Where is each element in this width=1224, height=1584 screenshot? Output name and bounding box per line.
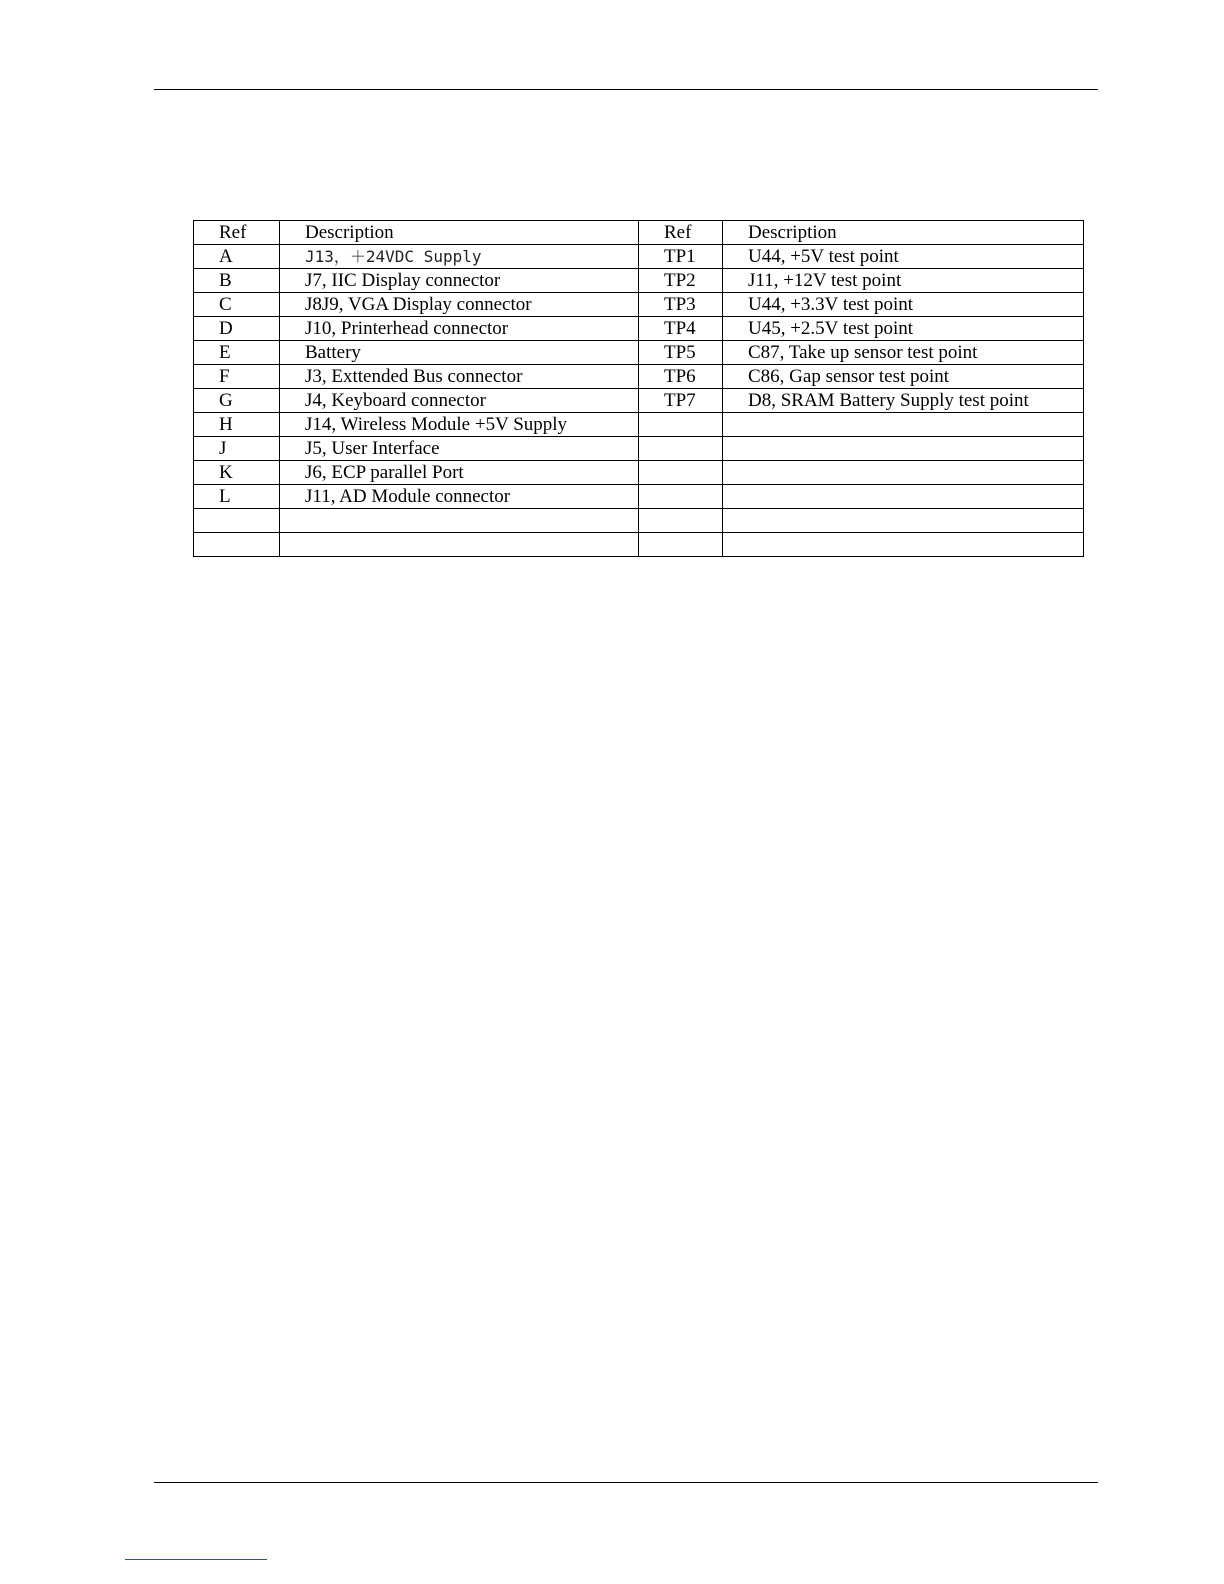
ref-cell: H xyxy=(194,413,280,437)
table-row xyxy=(194,413,1084,437)
description-cell xyxy=(280,509,639,533)
description-cell: J4, Keyboard connector xyxy=(280,389,639,413)
test-point-description-cell xyxy=(723,437,1084,461)
test-point-description-cell xyxy=(723,413,1084,437)
test-point-description-cell: U44, +3.3V test point xyxy=(723,293,1084,317)
connector-reference-table xyxy=(193,220,1084,557)
test-point-description-cell xyxy=(723,461,1084,485)
table-header-row xyxy=(194,221,1084,245)
ref-cell: C xyxy=(194,293,280,317)
header-ref-left: Ref xyxy=(194,221,280,245)
ref-cell: K xyxy=(194,461,280,485)
test-point-description-cell xyxy=(723,485,1084,509)
ref-cell: D xyxy=(194,317,280,341)
description-cell: Battery xyxy=(280,341,639,365)
table-row xyxy=(194,269,1084,293)
test-point-description-cell: U45, +2.5V test point xyxy=(723,317,1084,341)
description-cell: J5, User Interface xyxy=(280,437,639,461)
table-row xyxy=(194,389,1084,413)
description-cell: J11, AD Module connector xyxy=(280,485,639,509)
test-point-ref-cell xyxy=(639,533,723,557)
description-cell: J7, IIC Display connector xyxy=(280,269,639,293)
test-point-ref-cell: TP3 xyxy=(639,293,723,317)
header-rule xyxy=(154,89,1098,90)
ref-cell: L xyxy=(194,485,280,509)
test-point-ref-cell: TP1 xyxy=(639,245,723,269)
description-cell: J14, Wireless Module +5V Supply xyxy=(280,413,639,437)
ref-cell xyxy=(194,509,280,533)
ref-cell: A xyxy=(194,245,280,269)
test-point-ref-cell xyxy=(639,437,723,461)
header-description-right: Description xyxy=(723,221,1084,245)
description-cell: J10, Printerhead connector xyxy=(280,317,639,341)
table-row xyxy=(194,437,1084,461)
test-point-description-cell xyxy=(723,509,1084,533)
test-point-ref-cell: TP7 xyxy=(639,389,723,413)
table-row xyxy=(194,365,1084,389)
description-cell: J8J9, VGA Display connector xyxy=(280,293,639,317)
description-cell: J6, ECP parallel Port xyxy=(280,461,639,485)
test-point-ref-cell: TP2 xyxy=(639,269,723,293)
test-point-ref-cell xyxy=(639,413,723,437)
test-point-description-cell: U44, +5V test point xyxy=(723,245,1084,269)
test-point-ref-cell: TP4 xyxy=(639,317,723,341)
header-ref-right: Ref xyxy=(639,221,723,245)
ref-cell xyxy=(194,533,280,557)
test-point-description-cell: D8, SRAM Battery Supply test point xyxy=(723,389,1084,413)
table-row-empty xyxy=(194,533,1084,557)
ref-cell: E xyxy=(194,341,280,365)
footer-rule xyxy=(154,1482,1098,1483)
test-point-ref-cell: TP6 xyxy=(639,365,723,389)
table-row xyxy=(194,317,1084,341)
test-point-description-cell: C86, Gap sensor test point xyxy=(723,365,1084,389)
table-row xyxy=(194,485,1084,509)
test-point-ref-cell xyxy=(639,461,723,485)
table-row-empty xyxy=(194,509,1084,533)
ref-cell: J xyxy=(194,437,280,461)
header-description-left: Description xyxy=(280,221,639,245)
table-row xyxy=(194,341,1084,365)
description-cell xyxy=(280,533,639,557)
footnote-separator xyxy=(125,1559,267,1560)
table-row xyxy=(194,461,1084,485)
test-point-description-cell: C87, Take up sensor test point xyxy=(723,341,1084,365)
test-point-ref-cell: TP5 xyxy=(639,341,723,365)
test-point-ref-cell xyxy=(639,485,723,509)
test-point-description-cell: J11, +12V test point xyxy=(723,269,1084,293)
test-point-description-cell xyxy=(723,533,1084,557)
table-row xyxy=(194,293,1084,317)
ref-cell: B xyxy=(194,269,280,293)
description-cell: J3, Exttended Bus connector xyxy=(280,365,639,389)
ref-cell: F xyxy=(194,365,280,389)
test-point-ref-cell xyxy=(639,509,723,533)
table-row xyxy=(194,245,1084,269)
ref-cell: G xyxy=(194,389,280,413)
description-cell: J13，＋24VDC Supply xyxy=(280,245,639,269)
